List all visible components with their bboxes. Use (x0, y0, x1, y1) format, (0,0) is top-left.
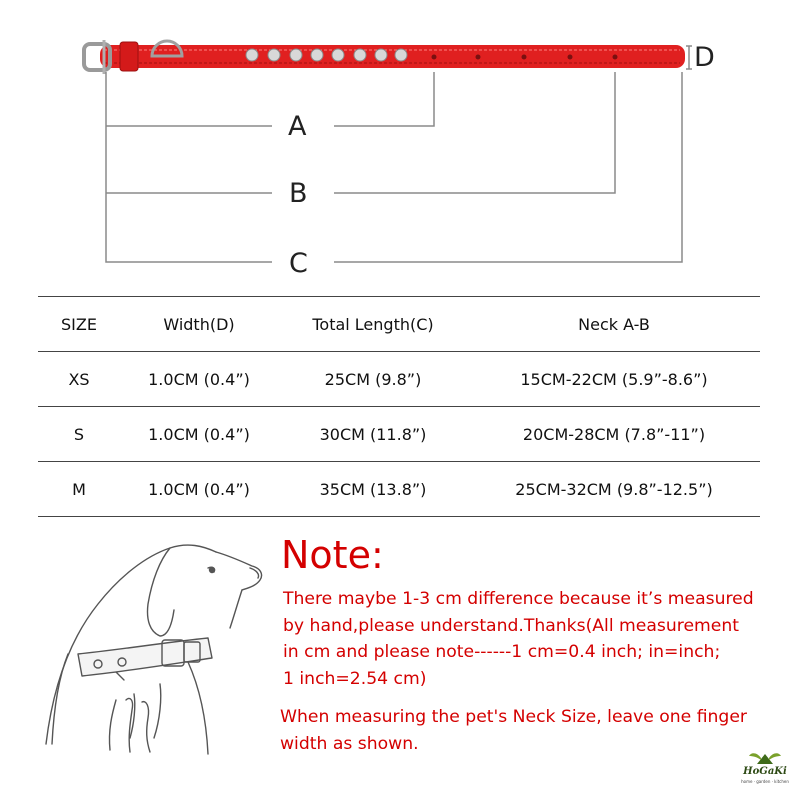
instruction-line: When measuring the pet's Neck Size, leave one finger (280, 707, 747, 727)
header-neck-range: Neck A-B (468, 297, 760, 352)
cell-total-length: 30CM (11.8”) (278, 407, 468, 462)
cell-total-length: 25CM (9.8”) (278, 352, 468, 407)
collar-dimension-diagram (0, 0, 800, 290)
header-width: Width(D) (120, 297, 278, 352)
measuring-instructions (280, 704, 770, 758)
table-row (38, 462, 760, 517)
table-header-row (38, 297, 760, 352)
header-size: SIZE (38, 297, 120, 352)
cell-width: 1.0CM (0.4”) (120, 462, 278, 517)
dimension-label-b: B (289, 178, 308, 209)
collar-illustration (84, 40, 685, 74)
table-row (38, 352, 760, 407)
logo-name: HoGaKi (743, 766, 787, 777)
dog-measuring-illustration (38, 524, 278, 764)
collar-keeper (120, 42, 138, 71)
note-line: There maybe 1-3 cm difference because it’s measured (283, 589, 754, 609)
dimension-label-c: C (289, 248, 308, 279)
size-chart-table (38, 296, 760, 517)
note-line: in cm and please note------1 cm=0.4 inch; in=inch; (283, 642, 721, 662)
header-total-length: Total Length(C) (278, 297, 468, 352)
collar-strap (100, 45, 685, 68)
instruction-line: width as shown. (280, 734, 419, 754)
note-body (283, 586, 763, 692)
dimension-label-d: D (694, 42, 715, 73)
cell-total-length: 35CM (13.8”) (278, 462, 468, 517)
cell-size: M (38, 462, 120, 517)
cell-width: 1.0CM (0.4”) (120, 407, 278, 462)
cell-size: XS (38, 352, 120, 407)
cell-width: 1.0CM (0.4”) (120, 352, 278, 407)
dimension-label-a: A (288, 111, 307, 142)
cell-neck-range: 15CM-22CM (5.9”-8.6”) (468, 352, 760, 407)
cell-size: S (38, 407, 120, 462)
logo-tagline: home · garden · kitchen (741, 779, 789, 784)
brand-logo (735, 748, 795, 798)
table-row (38, 407, 760, 462)
cell-neck-range: 25CM-32CM (9.8”-12.5”) (468, 462, 760, 517)
leaf-house-icon (735, 748, 795, 768)
note-title: Note: (281, 533, 384, 577)
cell-neck-range: 20CM-28CM (7.8”-11”) (468, 407, 760, 462)
note-line: 1 inch=2.54 cm) (283, 668, 427, 689)
hand-fingers (109, 698, 150, 752)
note-line: by hand,please understand.Thanks(All measurement (283, 615, 739, 636)
dimension-lines (106, 46, 692, 262)
